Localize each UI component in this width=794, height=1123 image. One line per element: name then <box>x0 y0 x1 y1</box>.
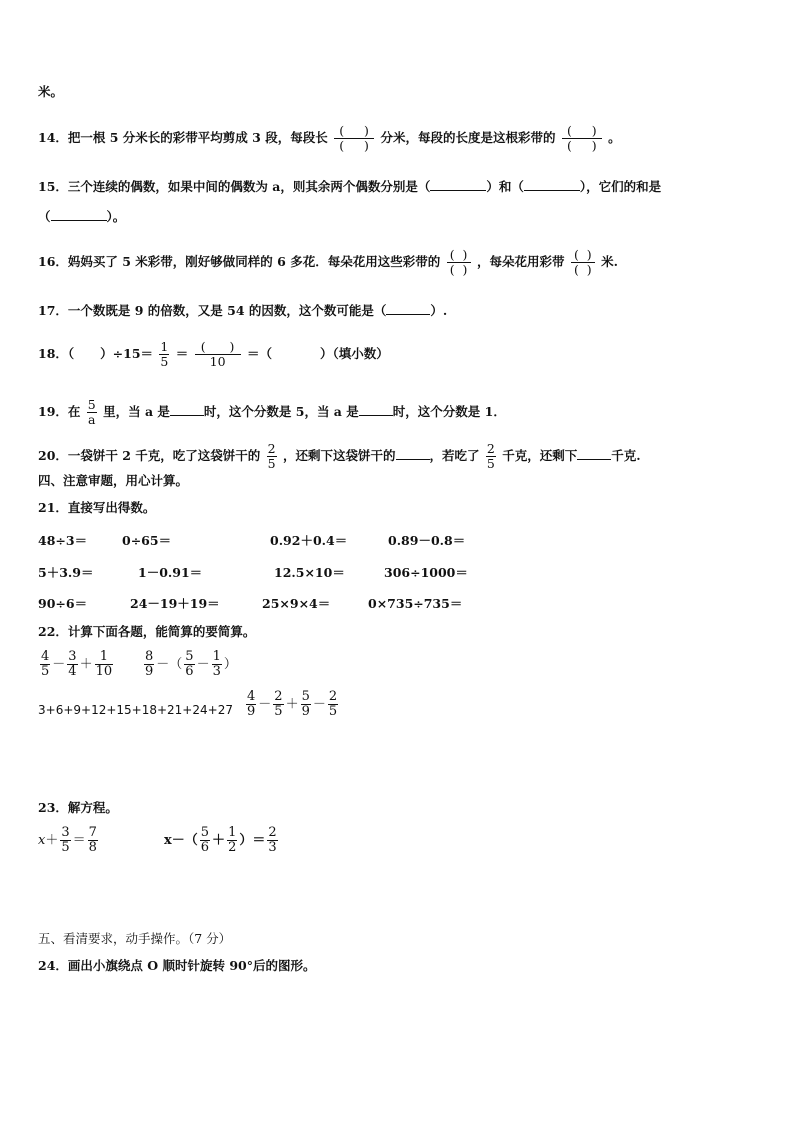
answer-blank[interactable] <box>359 403 393 416</box>
question-15-line2: （ ）。 <box>38 209 126 224</box>
calc-item: 1－0.91＝ <box>138 565 203 580</box>
q13-tail: 米。 <box>38 84 64 99</box>
calc-item: 0.89－0.8＝ <box>388 533 466 548</box>
blank-fraction[interactable]: $\frac{( )}{10}$ <box>195 340 241 369</box>
answer-blank[interactable] <box>386 302 430 315</box>
calc-item: 24－19＋19＝ <box>130 596 220 611</box>
answer-blank[interactable] <box>396 447 430 460</box>
question-22-title: 22．计算下面各题，能简算的要简算。 <box>38 624 256 639</box>
calc-item: 0×735÷735＝ <box>368 596 463 611</box>
fraction-1-5: $\frac{1}{5}$ <box>160 339 169 369</box>
blank-fraction[interactable]: $\frac{( )}{( )}$ <box>571 248 595 277</box>
expression-4: $\frac{4}{9}$ － $\frac{2}{5}$ ＋ $\frac{5}{9}$ － $\frac{2}{5}$ <box>247 689 338 719</box>
expression-1: $\frac{4}{5}$ － $\frac{3}{4}$ ＋ $\frac{1}{10}$ <box>41 649 113 679</box>
question-14: 14．把一根 5 分米长的彩带平均剪成 3 段，每段长 $\frac{( )}{( )}$ 分米，每段的长度是这根彩带的 $\frac{( )}{( )}$ 。 <box>38 123 621 153</box>
section-5-heading: 五、看清要求，动手操作。（7 分） <box>38 931 232 946</box>
question-21-title: 21．直接写出得数。 <box>38 500 156 515</box>
question-19: 19．在 $\frac{5}{a}$ 里，当 a 是 时，这个分数是 5，当 a 是 时，这个分数是 1． <box>38 397 506 427</box>
calc-item: 90÷6＝ <box>38 596 88 611</box>
equation-1: x＋ $\frac{3}{5}$ ＝ $\frac{7}{8}$ <box>38 825 97 855</box>
equation-2: x－（ $\frac{5}{6}$ ＋ $\frac{1}{2}$ ）＝ $\frac{2}{3}$ <box>164 825 277 855</box>
blank-fraction[interactable]: $\frac{( )}{( )}$ <box>334 124 374 153</box>
calc-item: 0.92＋0.4＝ <box>270 533 348 548</box>
question-16: 16．妈妈买了 5 米彩带，刚好够做同样的 6 多花．每朵花用这些彩带的 $\frac{( )}{( )}$ ，每朵花用彩带 $\frac{( )}{( )}$ 米. <box>38 247 619 277</box>
answer-blank[interactable] <box>577 447 611 460</box>
question-23-title: 23．解方程。 <box>38 800 118 815</box>
blank-fraction[interactable]: $\frac{( )}{( )}$ <box>447 248 471 277</box>
expression-3: 3+6+9+12+15+18+21+24+27 <box>38 703 233 717</box>
section-4-heading: 四、注意审题，用心计算。 <box>38 473 189 488</box>
calc-item: 0÷65＝ <box>122 533 172 548</box>
calc-item: 5＋3.9＝ <box>38 565 94 580</box>
calc-item: 25×9×4＝ <box>262 596 331 611</box>
blank-fraction[interactable]: $\frac{( )}{( )}$ <box>562 124 602 153</box>
calc-item: 306÷1000＝ <box>384 565 468 580</box>
question-17: 17．一个数既是 9 的倍数，又是 54 的因数，这个数可能是（ ）. <box>38 303 448 318</box>
question-18: 18．（ ）÷15＝ $\frac{1}{5}$ ＝ $\frac{( )}{10}$ ＝（ ）（填小数） <box>38 339 389 369</box>
calc-item: 12.5×10＝ <box>274 565 345 580</box>
calc-item: 48÷3＝ <box>38 533 88 548</box>
question-24: 24．画出小旗绕点 O 顺时针旋转 90°后的图形。 <box>38 958 316 973</box>
fraction-2-5: $\frac{2}{5}$ <box>486 441 495 471</box>
answer-blank[interactable] <box>51 208 107 221</box>
fraction-2-5: $\frac{2}{5}$ <box>267 441 276 471</box>
answer-blank[interactable] <box>170 403 204 416</box>
question-20: 20．一袋饼干 2 千克，吃了这袋饼干的 $\frac{2}{5}$ ，还剩下这袋饼干的 ，若吃了 $\frac{2}{5}$ 千克，还剩下 千克. <box>38 441 641 471</box>
fraction-5-a: $\frac{5}{a}$ <box>87 397 96 427</box>
answer-blank[interactable] <box>524 178 580 191</box>
expression-2: $\frac{8}{9}$ －（ $\frac{5}{6}$ － $\frac{1}{3}$ ） <box>145 649 237 679</box>
question-15: 15．三个连续的偶数，如果中间的偶数为 a，则其余两个偶数分别是（ ）和（ ），它们的和是 <box>38 179 662 194</box>
answer-blank[interactable] <box>430 178 486 191</box>
